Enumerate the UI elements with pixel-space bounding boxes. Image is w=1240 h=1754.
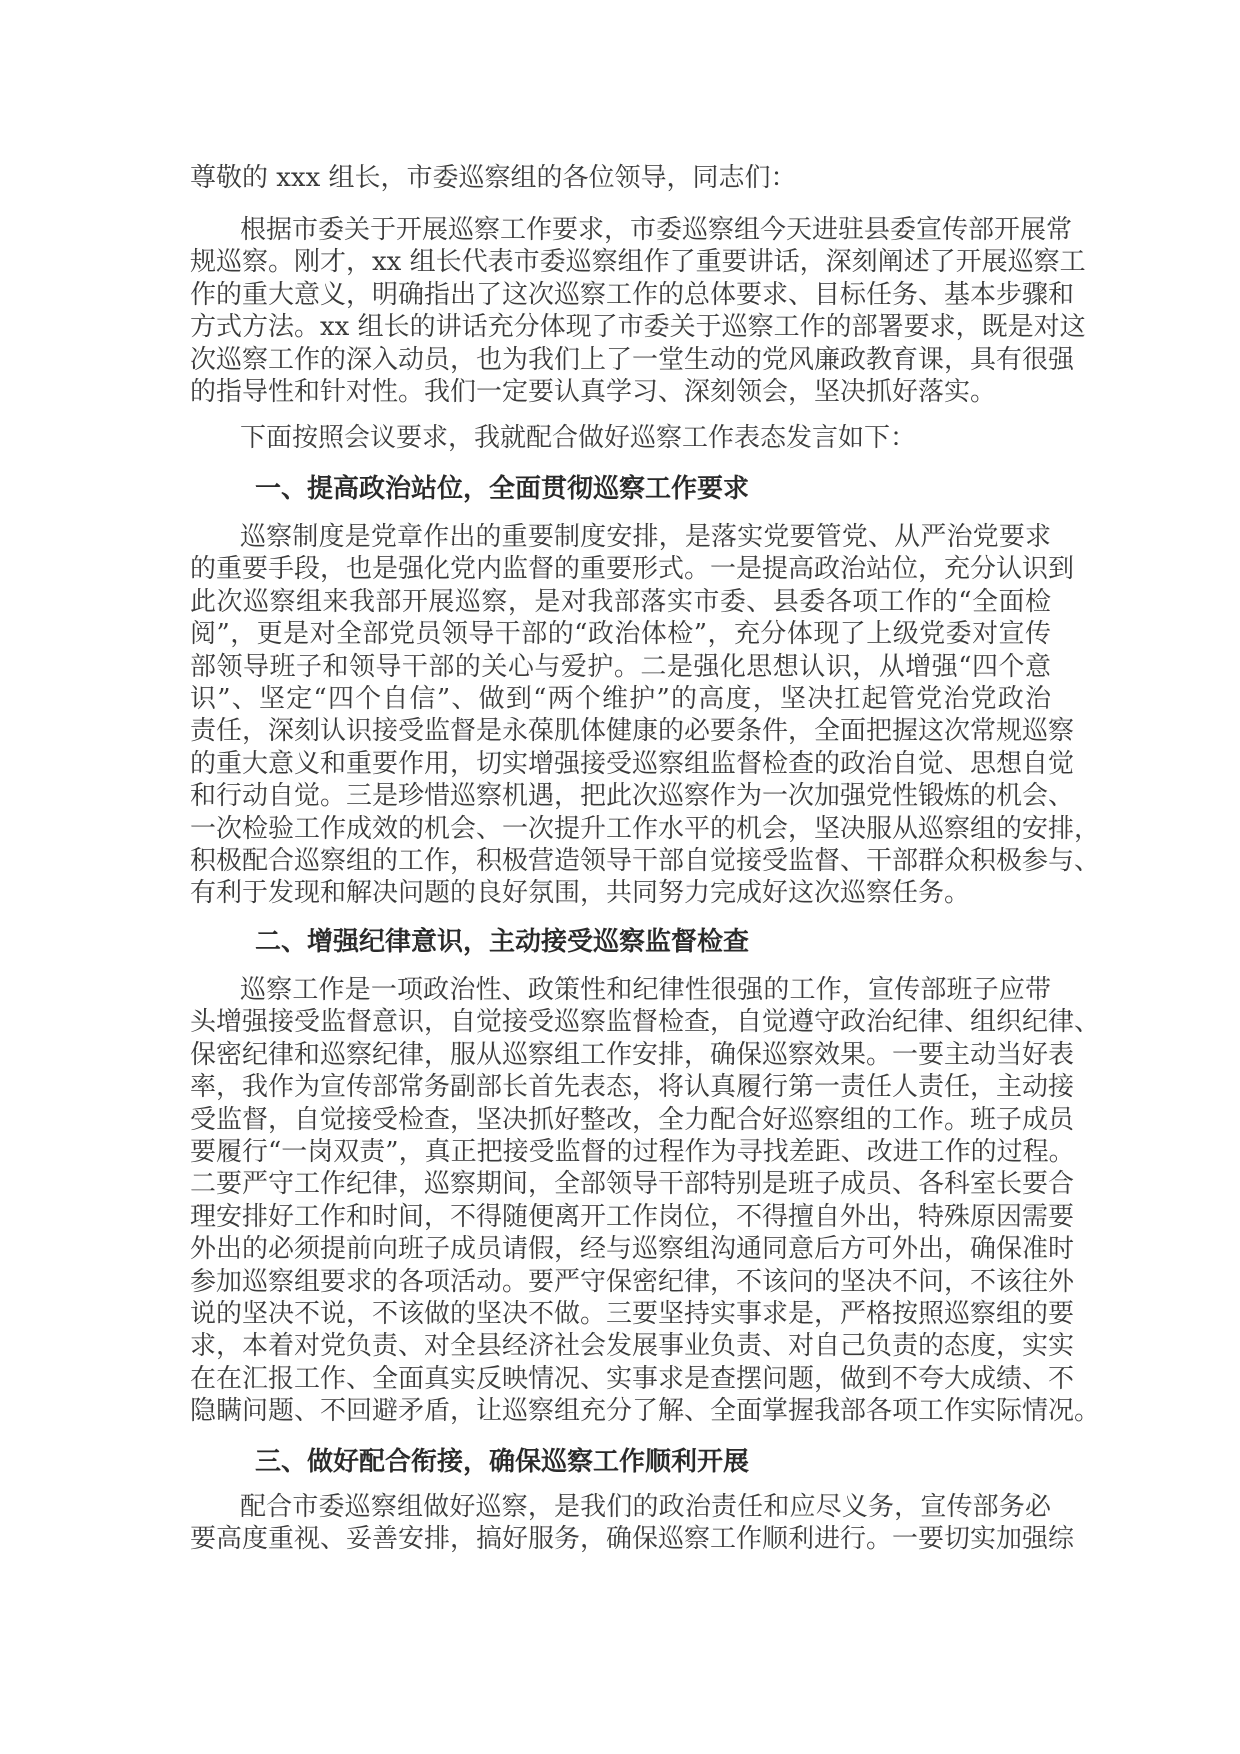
text-line: 头增强接受监督意识，自觉接受巡察监督检查，自觉遵守政治纪律、组织纪律、 (190, 1007, 1101, 1038)
paragraph (190, 422, 1051, 454)
text-line: 在在汇报工作、全面真实反映情况、实事求是查摆问题，做到不夸大成绩、不 (190, 1363, 1075, 1394)
section-heading (190, 926, 1051, 958)
text-line: 部领导班子和领导干部的关心与爱护。二是强化思想认识，从增强“四个意 (190, 651, 1051, 682)
text-line: 次巡察工作的深入动员，也为我们上了一堂生动的党风廉政教育课，具有很强 (190, 344, 1075, 375)
text-line: 要履行“一岗双责”，真正把接受监督的过程作为寻找差距、改进工作的过程。 (190, 1136, 1075, 1167)
text-line: 和行动自觉。三是珍惜巡察机遇，把此次巡察作为一次加强党性锻炼的机会、 (190, 781, 1075, 812)
text-line: 隐瞒问题、不回避矛盾，让巡察组充分了解、全面掌握我部各项工作实际情况。 (190, 1396, 1101, 1427)
text-line: 巡察工作是一项政治性、政策性和纪律性很强的工作，宣传部班子应带 (240, 975, 1051, 1005)
text-line: 说的坚决不说，不该做的坚决不做。三要坚持实事求是，严格按照巡察组的要 (190, 1298, 1075, 1329)
text-line: 理安排好工作和时间，不得随便离开工作岗位，不得擅自外出，特殊原因需要 (190, 1201, 1075, 1232)
text-line: 责任，深刻认识接受监督是永葆肌体健康的必要条件，全面把握这次常规巡察 (190, 716, 1075, 747)
paragraph (190, 1491, 1075, 1556)
text-line: 作的重大意义，明确指出了这次巡察工作的总体要求、目标任务、基本步骤和 (190, 279, 1075, 310)
text-line: 巡察制度是党章作出的重要制度安排，是落实党要管党、从严治党要求 (240, 522, 1051, 552)
text-line: 二要严守工作纪律，巡察期间，全部领导干部特别是班子成员、各科室长要合 (190, 1169, 1075, 1200)
text-line: 下面按照会议要求，我就配合做好巡察工作表态发言如下： (240, 423, 917, 453)
text-line: 根据市委关于开展巡察工作要求，市委巡察组今天进驻县委宣传部开展常 (240, 215, 1073, 245)
text-line: 阅”，更是对全部党员领导干部的“政治体检”，充分体现了上级党委对宣传 (190, 619, 1051, 650)
text-line: 要高度重视、妥善安排，搞好服务，确保巡察工作顺利进行。一要切实加强综 (190, 1524, 1075, 1555)
text-line: 的指导性和针对性。我们一定要认真学习、深刻领会，坚决抓好落实。 (190, 376, 997, 407)
paragraph (190, 974, 1101, 1427)
text-line: 率，我作为宣传部常务副部长首先表态，将认真履行第一责任人责任，主动接 (190, 1072, 1075, 1103)
text-line: 方式方法。xx 组长的讲话充分体现了市委关于巡察工作的部署要求，既是对这 (190, 312, 1086, 343)
text-line: 规巡察。刚才，xx 组长代表市委巡察组作了重要讲话，深刻阐述了开展巡察工 (190, 247, 1086, 278)
text-line: 一次检验工作成效的机会、一次提升工作水平的机会，坚决服从巡察组的安排， (190, 813, 1101, 844)
text-line: 识”、坚定“四个自信”、做到“两个维护”的高度，坚决扛起管党治党政治 (190, 683, 1051, 714)
paragraph (190, 214, 1086, 408)
text-line: 积极配合巡察组的工作，积极营造领导干部自觉接受监督、干部群众积极参与、 (190, 845, 1101, 876)
text-line: 有利于发现和解决问题的良好氛围，共同努力完成好这次巡察任务。 (190, 878, 971, 909)
text-line: 此次巡察组来我部开展巡察，是对我部落实市委、县委各项工作的“全面检 (190, 586, 1051, 617)
heading-text: 三、做好配合衔接，确保巡察工作顺利开展 (255, 1447, 750, 1477)
text-line: 保密纪律和巡察纪律，服从巡察组工作安排，确保巡察效果。一要主动当好表 (190, 1039, 1075, 1070)
salutation (190, 162, 1051, 194)
heading-text: 二、增强纪律意识，主动接受巡察监督检查 (255, 927, 750, 957)
text-line: 的重大意义和重要作用，切实增强接受巡察组监督检查的政治自觉、思想自觉 (190, 748, 1075, 779)
text-line: 参加巡察组要求的各项活动。要严守保密纪律，不该问的坚决不问，不该往外 (190, 1266, 1075, 1297)
text-line: 外出的必须提前向班子成员请假，经与巡察组沟通同意后方可外出，确保准时 (190, 1234, 1075, 1265)
text-line: 的重要手段，也是强化党内监督的重要形式。一是提高政治站位，充分认识到 (190, 554, 1075, 585)
text-line: 受监督，自觉接受检查，坚决抓好整改，全力配合好巡察组的工作。班子成员 (190, 1104, 1075, 1135)
text-line: 尊敬的 xxx 组长，市委巡察组的各位领导，同志们： (190, 163, 797, 193)
paragraph (190, 521, 1101, 910)
section-heading (190, 473, 1051, 505)
section-heading (190, 1446, 1051, 1478)
text-line: 配合市委巡察组做好巡察，是我们的政治责任和应尽义务，宣传部务必 (240, 1492, 1051, 1522)
heading-text: 一、提高政治站位，全面贯彻巡察工作要求 (255, 474, 750, 504)
text-line: 求，本着对党负责、对全县经济社会发展事业负责、对自己负责的态度，实实 (190, 1331, 1075, 1362)
